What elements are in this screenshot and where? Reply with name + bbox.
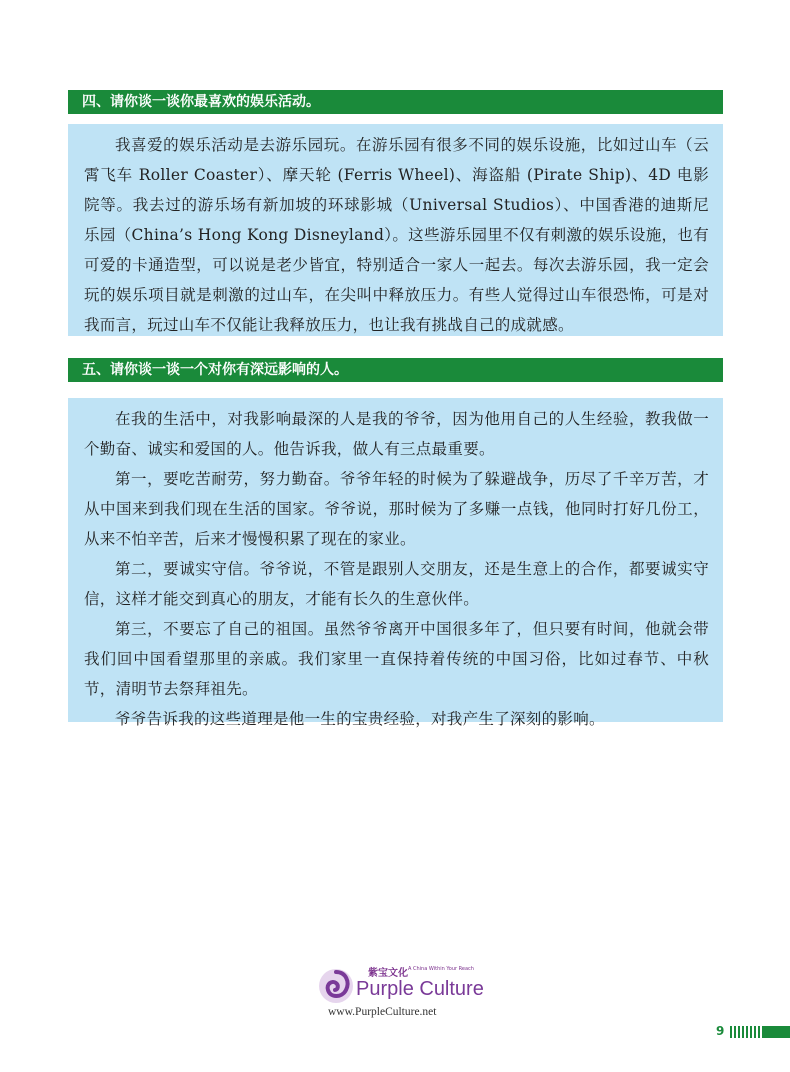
paragraph: 第三，不要忘了自己的祖国。虽然爷爷离开中国很多年了，但只要有时间，他就会带我们回中国看望那里的亲戚。我们家里一直保持着传统的中国习俗，比如过春节、中秋节，清明节去祭拜祖先。 — [84, 620, 709, 698]
logo-url: www.PurpleCulture.net — [328, 1006, 437, 1018]
paragraph: 第二，要诚实守信。爷爷说，不管是跟别人交朋友，还是生意上的合作，都要诚实守信，这样才能交到真心的朋友，才能有长久的生意伙伴。 — [84, 560, 709, 608]
paragraph: 第一，要吃苦耐劳，努力勤奋。爷爷年轻的时候为了躲避战争，历尽了千辛万苦，才从中国来到我们现在生活的国家。爷爷说，那时候为了多赚一点钱，他同时打好几份工，从来不怕辛苦，后来才慢慢积累了现在的家业。 — [84, 470, 709, 548]
logo-swirl-icon — [316, 966, 356, 1006]
section-heading-influential-person: 五、请你谈一谈一个对你有深远影响的人。 — [68, 358, 723, 382]
page-number: 9 — [716, 1024, 725, 1038]
section-heading-entertainment: 四、请你谈一谈你最喜欢的娱乐活动。 — [68, 90, 723, 114]
paragraph: 我喜爱的娱乐活动是去游乐园玩。在游乐园有很多不同的娱乐设施，比如过山车（云霄飞车 Roller Coaster）、摩天轮 (Ferris Wheel)、海盗船 (Pirate Ship)、4D 电影院等。我去过的游乐场有新加坡的环球影城（Universal Studios）、中国香港的迪斯尼乐园（China’s Hong Kong Disneyland）。这些游乐园里不仅有刺激的娱乐设施，也有可爱的卡通造型，可以说是老少皆宜，特别适合一家人一起去。每次去游乐园，我一定会玩的娱乐项目就是刺激的过山车，在尖叫中释放压力。有些人觉得过山车很恐怖，可是对我而言，玩过山车不仅能让我释放压力，也让我有挑战自己的成就感。 — [84, 136, 709, 334]
page-number-stripes — [730, 1026, 790, 1038]
answer-box-entertainment — [68, 124, 723, 336]
purple-culture-logo — [316, 962, 486, 1022]
answer-box-influential-person — [68, 398, 723, 728]
logo-chinese-name: 紫宝文化 — [368, 968, 408, 979]
paragraph: 爷爷告诉我的这些道理是他一生的宝贵经验，对我产生了深刻的影响。 — [115, 710, 605, 728]
logo-tagline: A China Within Your Reach — [408, 966, 474, 972]
paragraph: 在我的生活中，对我影响最深的人是我的爷爷，因为他用自己的人生经验，教我做一个勤奋、诚实和爱国的人。他告诉我，做人有三点最重要。 — [84, 410, 709, 458]
logo-english-name: Purple Culture — [356, 978, 484, 1000]
